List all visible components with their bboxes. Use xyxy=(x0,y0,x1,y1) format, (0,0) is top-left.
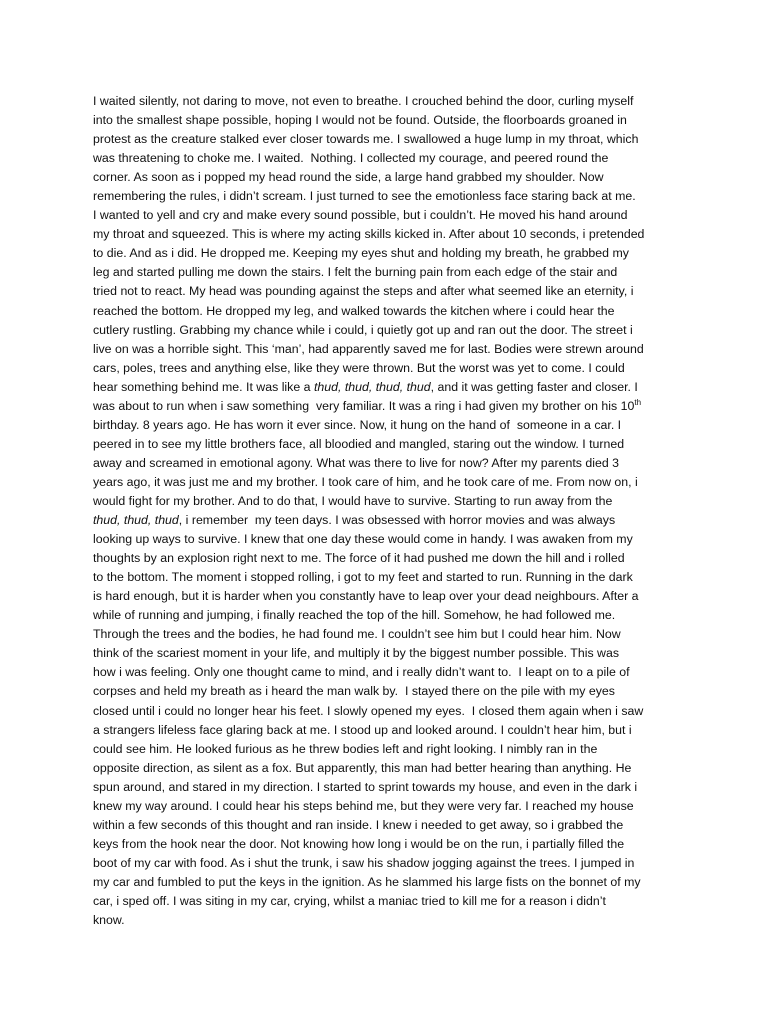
text-line xyxy=(93,359,683,378)
text-line xyxy=(93,587,683,606)
text-line xyxy=(93,911,683,930)
text-fragment: Through the trees and the bodies, he had found me. I couldn’t see him but I could hear him. Now xyxy=(93,627,621,642)
text-fragment: would fight for my brother. And to do that, I would have to survive. Starting to run away from the xyxy=(93,493,613,508)
superscript-text: th xyxy=(634,397,642,407)
text-line xyxy=(93,625,683,644)
text-line xyxy=(93,568,683,587)
text-line xyxy=(93,797,683,816)
text-fragment: leg and started pulling me down the stairs. I felt the burning pain from each edge of the stair and xyxy=(93,265,618,280)
text-line xyxy=(93,721,683,740)
text-line xyxy=(93,130,683,149)
text-fragment: boot of my car with food. As i shut the trunk, i saw his shadow jogging against the trees. I jumped in xyxy=(93,855,635,870)
text-line xyxy=(93,702,683,721)
text-fragment: protest as the creature stalked ever closer towards me. I swallowed a huge lump in my throat, which xyxy=(93,132,639,147)
text-fragment: away and screamed in emotional agony. What was there to live for now? After my parents died 3 xyxy=(93,455,620,470)
text-line xyxy=(93,835,683,854)
text-fragment: hear something behind me. It was like a xyxy=(93,379,314,394)
text-line xyxy=(93,778,683,797)
text-line xyxy=(93,549,683,568)
text-fragment: was about to run when i saw something very familiar. It was a ring i had given my brother on his 10 xyxy=(93,398,635,413)
text-fragment: spun around, and stared in my direction. I started to sprint towards my house, and even in the dark i xyxy=(93,779,638,794)
text-line xyxy=(93,816,683,835)
text-fragment: I wanted to yell and cry and make every sound possible, but i couldn’t. He moved his hand around xyxy=(93,208,628,223)
story-paragraph xyxy=(93,92,683,930)
text-line xyxy=(93,149,683,168)
text-fragment: while of running and jumping, i finally reached the top of the hill. Somehow, he had followed me. xyxy=(93,608,616,623)
text-fragment: think of the scariest moment in your life, and multiply it by the biggest number possible. This was xyxy=(93,646,620,661)
text-fragment: car, i sped off. I was siting in my car, crying, whilst a maniac tried to kill me for a reason i didn’t xyxy=(93,893,606,908)
text-line xyxy=(93,892,683,911)
text-fragment: peered in to see my little brothers face, all bloodied and mangled, staring out the window. I turned xyxy=(93,436,625,451)
text-line xyxy=(93,263,683,282)
text-fragment: looking up ways to survive. I knew that one day these would come in handy. I was awaken from my xyxy=(93,532,633,547)
text-fragment: , and it was getting faster and closer. I xyxy=(430,379,638,394)
text-fragment: live on was a horrible sight. This ‘man’, had apparently saved me for last. Bodies were strewn around xyxy=(93,341,644,356)
text-fragment: remembering the rules, i didn’t scream. I just turned to see the emotionless face staring back at me. xyxy=(93,189,636,204)
text-fragment: years ago, it was just me and my brother. I took care of him, and he took care of me. From now on, i xyxy=(93,474,638,489)
italic-text: thud, thud, thud xyxy=(93,513,179,528)
text-fragment: knew my way around. I could hear his steps behind me, but they were very far. I reached my house xyxy=(93,798,634,813)
text-fragment: cutlery rustling. Grabbing my chance while i could, i quietly got up and ran out the door. The street i xyxy=(93,322,633,337)
italic-text: thud, thud, thud, thud xyxy=(313,379,431,394)
text-fragment: a strangers lifeless face glaring back at me. I stood up and looked around. I couldn’t hear him, but i xyxy=(93,722,632,737)
text-fragment: I waited silently, not daring to move, not even to breathe. I crouched behind the door, curling myself xyxy=(93,94,634,108)
text-line xyxy=(93,282,683,301)
text-line xyxy=(93,873,683,892)
text-fragment: keys from the hook near the door. Not knowing how long i would be on the run, i partially filled the xyxy=(93,836,625,851)
text-line xyxy=(93,740,683,759)
text-line xyxy=(93,759,683,778)
text-fragment: corner. As soon as i popped my head round the side, a large hand grabbed my shoulder. Now xyxy=(93,170,604,185)
text-line xyxy=(93,511,683,530)
text-line xyxy=(93,225,683,244)
text-line xyxy=(93,454,683,473)
text-fragment: thoughts by an explosion right next to me. The force of it had pushed me down the hill and i rolled xyxy=(93,551,625,566)
text-line xyxy=(93,416,683,435)
text-fragment: corpses and held my breath as i heard the man walk by. I stayed there on the pile with my eyes xyxy=(93,684,615,699)
text-line xyxy=(93,682,683,701)
text-fragment: know. xyxy=(93,913,125,928)
text-fragment: my car and fumbled to put the keys in the ignition. As he slammed his large fists on the bonnet of my xyxy=(93,874,641,889)
text-fragment: to die. And as i did. He dropped me. Keeping my eyes shut and holding my breath, he grabbed my xyxy=(93,246,629,261)
text-fragment: opposite direction, as silent as a fox. But apparently, this man had better hearing than anything. He xyxy=(93,760,632,775)
text-line xyxy=(93,854,683,873)
text-fragment: my throat and squeezed. This is where my acting skills kicked in. After about 10 seconds, i pretended xyxy=(93,227,645,242)
text-line xyxy=(93,168,683,187)
text-line xyxy=(93,244,683,263)
text-fragment: is hard enough, but it is harder when you constantly have to leap over your dead neighbours. After a xyxy=(93,589,639,604)
text-fragment: birthday. 8 years ago. He has worn it ever since. Now, it hung on the hand of someone in a car. I xyxy=(93,417,622,432)
text-fragment: into the smallest shape possible, hoping I would not be found. Outside, the floorboards groaned in xyxy=(93,113,627,128)
text-fragment: could see him. He looked furious as he threw bodies left and right looking. I nimbly ran in the xyxy=(93,741,598,756)
text-line xyxy=(93,473,683,492)
text-line xyxy=(93,111,683,130)
text-line xyxy=(93,302,683,321)
text-line xyxy=(93,187,683,206)
text-line xyxy=(93,435,683,454)
text-line xyxy=(93,606,683,625)
text-line xyxy=(93,340,683,359)
text-line xyxy=(93,530,683,549)
text-line xyxy=(93,378,683,397)
text-line xyxy=(93,92,683,111)
text-fragment: closed until i could no longer hear his feet. I slowly opened my eyes. I closed them again when i saw xyxy=(93,703,644,718)
text-line xyxy=(93,663,683,682)
text-fragment: tried not to react. My head was pounding against the steps and after what seemed like an eternity, i xyxy=(93,284,634,299)
text-fragment: was threatening to choke me. I waited. Nothing. I collected my courage, and peered round the xyxy=(93,151,609,166)
text-fragment: reached the bottom. He dropped my leg, and walked towards the kitchen where i could hear the xyxy=(93,303,615,318)
text-fragment: within a few seconds of this thought and ran inside. I knew i needed to get away, so i grabbed the xyxy=(93,817,624,832)
text-line xyxy=(93,644,683,663)
text-fragment: to the bottom. The moment i stopped rolling, i got to my feet and started to run. Running in the dark xyxy=(93,570,633,585)
text-line xyxy=(93,206,683,225)
text-line xyxy=(93,492,683,511)
text-line xyxy=(93,321,683,340)
text-fragment: cars, poles, trees and anything else, like they were thrown. But the worst was yet to come. I could xyxy=(93,360,625,375)
text-line xyxy=(93,397,683,416)
text-fragment: , i remember my teen days. I was obsessed with horror movies and was always xyxy=(178,513,616,528)
text-fragment: how i was feeling. Only one thought came to mind, and i really didn’t want to. I leapt on to a pile of xyxy=(93,665,630,680)
